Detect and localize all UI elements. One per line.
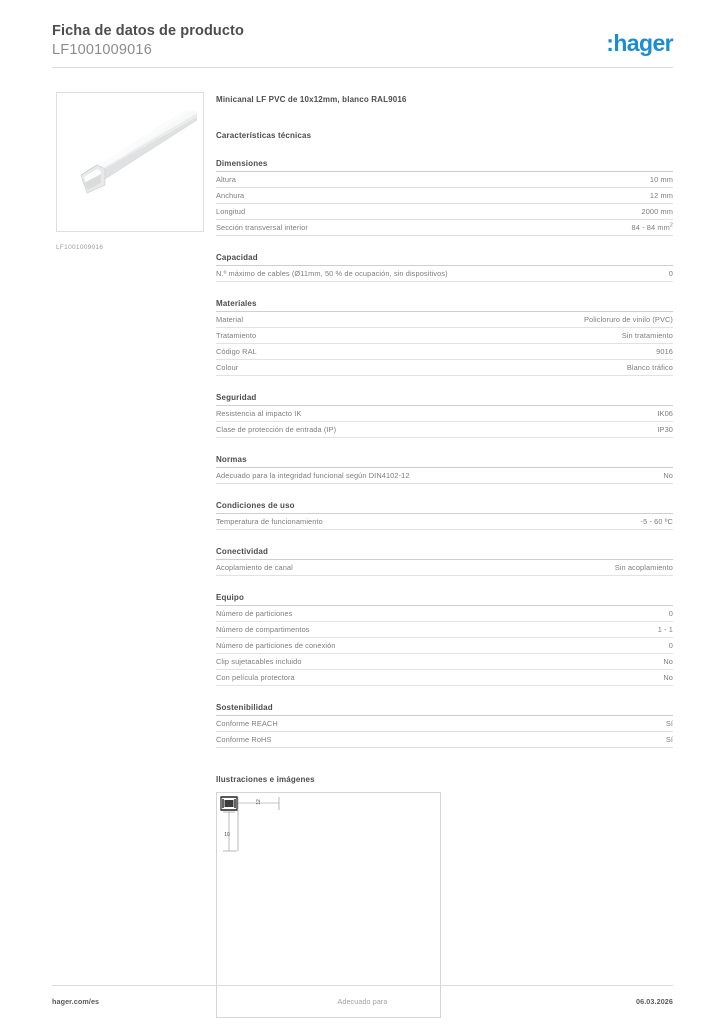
spec-row-label: Acoplamiento de canal	[216, 563, 293, 572]
spec-row-label: Material	[216, 315, 244, 324]
spec-row-value: Sin acoplamiento	[614, 563, 673, 572]
spec-section-heading: Dimensiones	[216, 159, 673, 172]
spec-row-label: Clase de protección de entrada (IP)	[216, 425, 337, 434]
spec-row	[216, 312, 673, 328]
spec-row-label: Conforme RoHS	[216, 735, 272, 744]
spec-row-label: Número de compartimentos	[216, 625, 310, 634]
spec-section-heading: Seguridad	[216, 393, 673, 406]
spec-row-label: Longitud	[216, 207, 246, 216]
spec-row-value: 10 mm	[649, 175, 673, 184]
spec-row	[216, 220, 673, 236]
footer-note: Adecuado para	[337, 997, 388, 1006]
spec-row	[216, 654, 673, 670]
spec-row-label: Tratamiento	[216, 331, 257, 340]
spec-section-heading: Normas	[216, 455, 673, 468]
spec-row-value: No	[663, 673, 673, 682]
spec-row	[216, 328, 673, 344]
drawing-height-label: 10	[224, 832, 230, 838]
spec-row	[216, 344, 673, 360]
spec-row	[216, 204, 673, 220]
spec-row	[216, 716, 673, 732]
product-photo-image	[57, 93, 203, 231]
spec-row-label: Sección transversal interior	[216, 223, 308, 232]
hager-logo-text: :hager	[606, 30, 673, 56]
spec-row-value: 9016	[656, 347, 673, 356]
spec-section	[216, 703, 673, 748]
spec-row-value: No	[663, 471, 673, 480]
spec-row-value: Policloruro de vinilo (PVC)	[584, 315, 673, 324]
spec-row-value: Sí	[665, 735, 673, 744]
spec-section-heading: Conectividad	[216, 547, 673, 560]
technical-characteristics-title: Características técnicas	[216, 131, 312, 140]
spec-section-heading: Sostenibilidad	[216, 703, 673, 716]
illustrations-title: Ilustraciones e imágenes	[216, 775, 315, 784]
spec-row-value: IP30	[657, 425, 673, 434]
spec-row-label: Número de particiones	[216, 609, 293, 618]
header-divider	[52, 67, 673, 68]
spec-section	[216, 455, 673, 484]
spec-row-label: N.º máximo de cables (Ø11mm, 50 % de ocupación, sin dispositivos)	[216, 269, 448, 278]
spec-row-label: Colour	[216, 363, 239, 372]
spec-row-value: 12 mm	[649, 191, 673, 200]
spec-row-label: Con película protectora	[216, 673, 295, 682]
spec-row-label: Resistencia al impacto IK	[216, 409, 302, 418]
spec-row-label: Altura	[216, 175, 236, 184]
drawing-width-label: 12	[256, 799, 262, 805]
spec-section	[216, 299, 673, 376]
product-photo	[56, 92, 204, 232]
product-reference: LF1001009016	[52, 42, 152, 58]
spec-row-label: Clip sujetacables incluido	[216, 657, 302, 666]
page-title: Ficha de datos de producto	[52, 23, 244, 39]
spec-row-value: 0	[668, 269, 673, 278]
footer-date: 06.03.2026	[636, 997, 673, 1006]
spec-row-value: 2000 mm	[641, 207, 673, 216]
spec-section	[216, 593, 673, 686]
spec-row	[216, 172, 673, 188]
spec-row	[216, 514, 673, 530]
spec-section	[216, 253, 673, 282]
spec-row-value: No	[663, 657, 673, 666]
spec-row	[216, 560, 673, 576]
spec-row-value: Sí	[665, 719, 673, 728]
spec-row-label: Temperatura de funcionamiento	[216, 517, 323, 526]
spec-row	[216, 732, 673, 748]
spec-row-value: 0	[668, 641, 673, 650]
spec-row-label: Número de particiones de conexión	[216, 641, 336, 650]
footer-divider	[52, 985, 673, 986]
technical-drawing-image	[217, 793, 440, 1017]
spec-section	[216, 547, 673, 576]
footer-website[interactable]: hager.com/es	[52, 997, 100, 1006]
hager-logo	[606, 30, 673, 56]
spec-section-heading: Equipo	[216, 593, 673, 606]
spec-row	[216, 638, 673, 654]
spec-sections	[216, 159, 673, 748]
spec-section	[216, 159, 673, 236]
product-name: Minicanal LF PVC de 10x12mm, blanco RAL9016	[216, 95, 407, 104]
spec-row-label: Adecuado para la integridad funcional según DIN4102-12	[216, 471, 410, 480]
spec-section	[216, 501, 673, 530]
page-footer	[52, 997, 673, 1011]
spec-row	[216, 360, 673, 376]
spec-row	[216, 266, 673, 282]
spec-row-value: Blanco tráfico	[626, 363, 673, 372]
spec-row	[216, 670, 673, 686]
spec-row	[216, 422, 673, 438]
spec-section	[216, 393, 673, 438]
spec-row-value: 0	[668, 609, 673, 618]
page-header	[52, 22, 673, 67]
datasheet-content	[216, 94, 673, 1018]
spec-row-label: Conforme REACH	[216, 719, 278, 728]
spec-row	[216, 622, 673, 638]
spec-row-label: Anchura	[216, 191, 245, 200]
spec-row-label: Código RAL	[216, 347, 257, 356]
spec-section-heading: Materiales	[216, 299, 673, 312]
spec-row	[216, 188, 673, 204]
spec-row-value: Sin tratamiento	[621, 331, 673, 340]
spec-section-heading: Capacidad	[216, 253, 673, 266]
spec-section-heading: Condiciones de uso	[216, 501, 673, 514]
product-photo-caption: LF1001009016	[56, 244, 104, 251]
spec-row	[216, 406, 673, 422]
spec-row	[216, 606, 673, 622]
spec-row-value: -5 - 60 ºC	[640, 517, 673, 526]
spec-row	[216, 468, 673, 484]
spec-row-value: 1 - 1	[657, 625, 673, 634]
spec-row-value: 84 - 84 $mm^2$	[631, 222, 673, 232]
spec-row-value: IK06	[657, 409, 673, 418]
